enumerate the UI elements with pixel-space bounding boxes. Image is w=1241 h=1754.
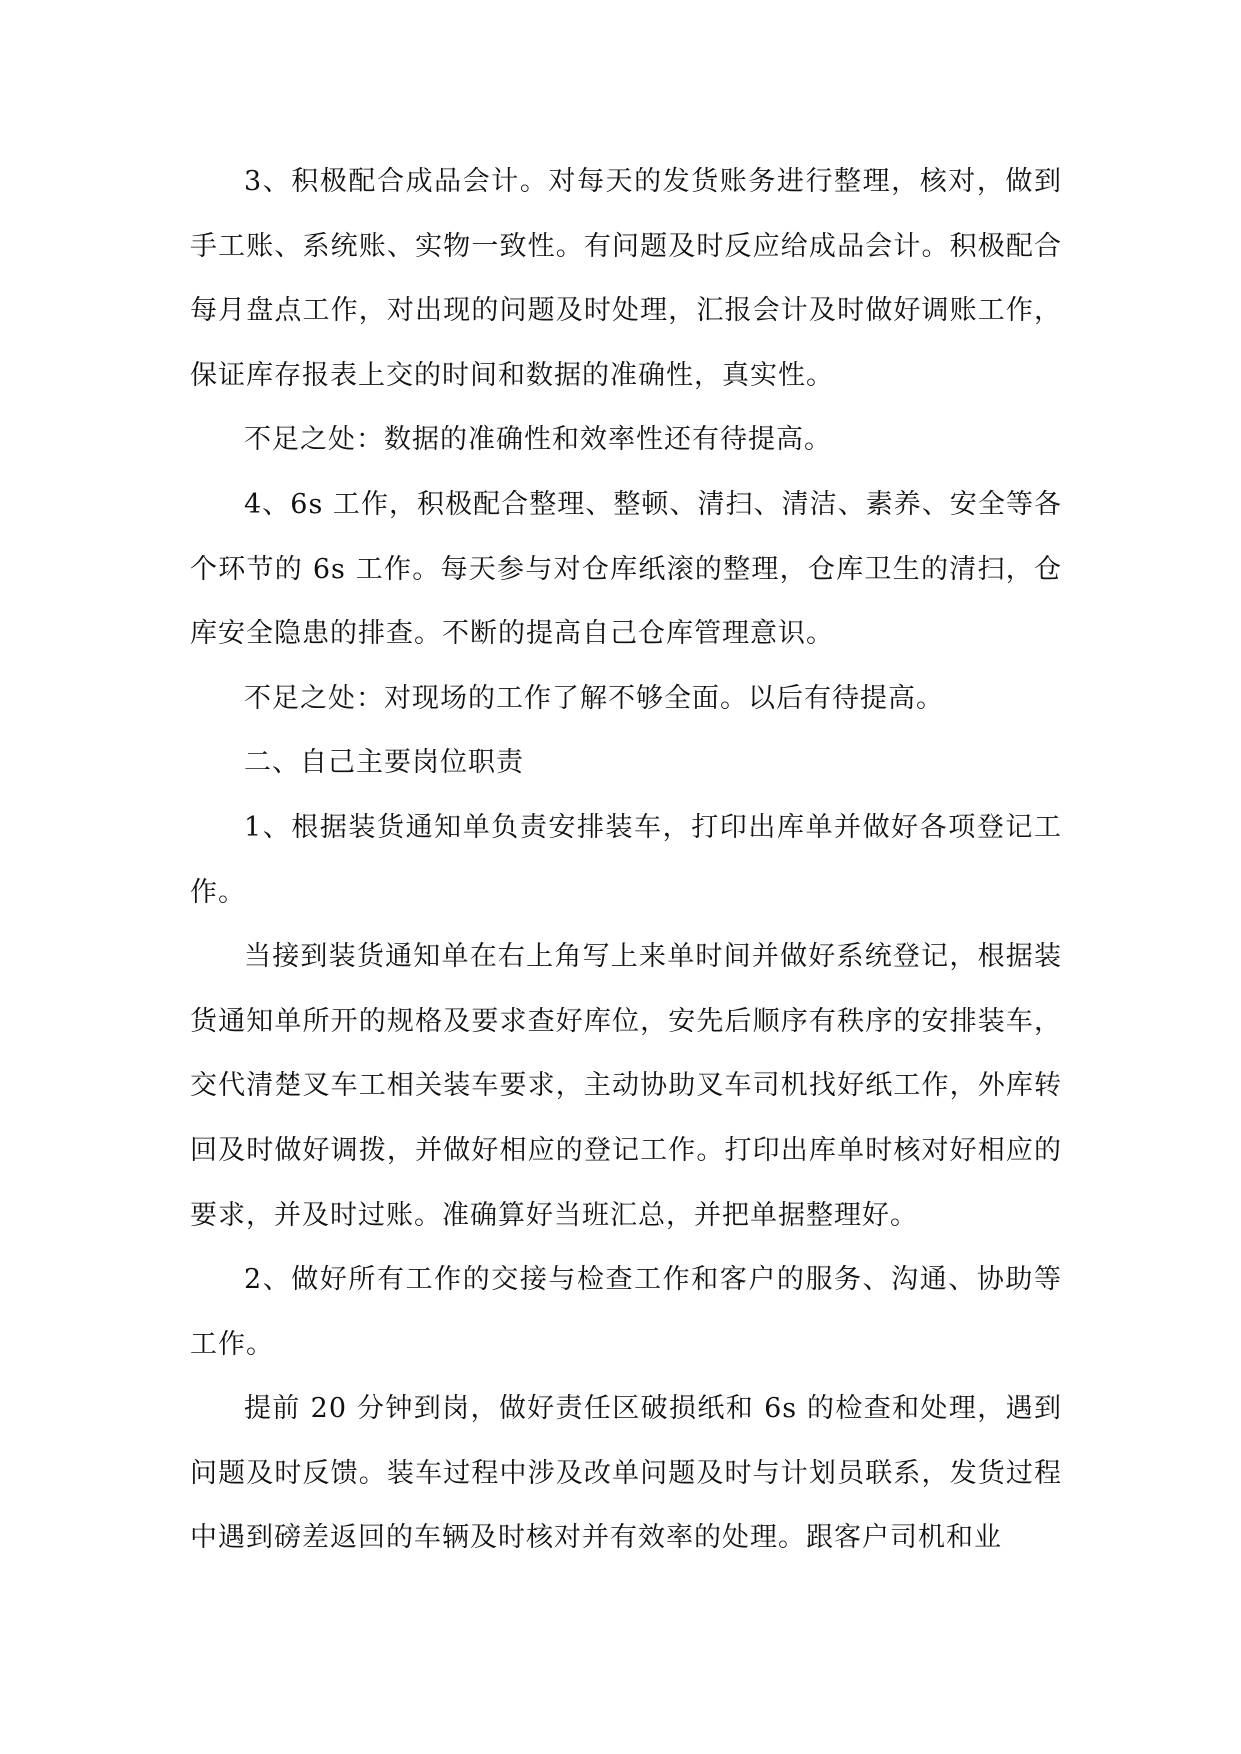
paragraph-shortcoming-onsite: 不足之处：对现场的工作了解不够全面。以后有待提高。 bbox=[244, 682, 944, 714]
paragraph-duty-2-handover: 2、做好所有工作的交接与检查工作和客户的服务、沟通、协助等工作。 bbox=[190, 1264, 1062, 1360]
paragraph-item-3-finished-goods-accounting: 3、积极配合成品会计。对每天的发货账务进行整理，核对，做到手工账、系统账、实物一致性。有问题及时反应给成品会计。积极配合每月盘点工作，对出现的问题及时处理，汇报会计及时做好调账工作，保证库存报表上交的时间和数据的准确性，真实性。 bbox=[190, 166, 1062, 391]
paragraph-item-4-6s-work: 4、6s 工作，积极配合整理、整顿、清扫、清洁、素养、安全等各个环节的 6s 工作。每天参与对仓库纸滚的整理，仓库卫生的清扫，仓库安全隐患的排查。不断的提高自己仓库管理意识。 bbox=[190, 488, 1062, 650]
paragraph-shortcoming-accuracy: 不足之处：数据的准确性和效率性还有待提高。 bbox=[244, 424, 832, 456]
section-heading-main-duties: 二、自己主要岗位职责 bbox=[244, 747, 524, 779]
document-body bbox=[190, 150, 1062, 1571]
paragraph-loading-details: 当接到装货通知单在右上角写上来单时间并做好系统登记，根据装货通知单所开的规格及要求查好库位，安先后顺序有秩序的安排装车，交代清楚叉车工相关装车要求，主动协助叉车司机找好纸工作，外库转回及时做好调拨，并做好相应的登记工作。打印出库单时核对好相应的要求，并及时过账。准确算好当班汇总，并把单据整理好。 bbox=[190, 941, 1062, 1231]
paragraph-handover-details: 提前 20 分钟到岗，做好责任区破损纸和 6s 的检查和处理，遇到问题及时反馈。装车过程中涉及改单问题及时与计划员联系，发货过程中遇到磅差返回的车辆及时核对并有效率的处理。跟客户司机和业 bbox=[190, 1393, 1062, 1554]
paragraph-duty-1-loading: 1、根据装货通知单负责安排装车，打印出库单并做好各项登记工作。 bbox=[190, 811, 1062, 908]
